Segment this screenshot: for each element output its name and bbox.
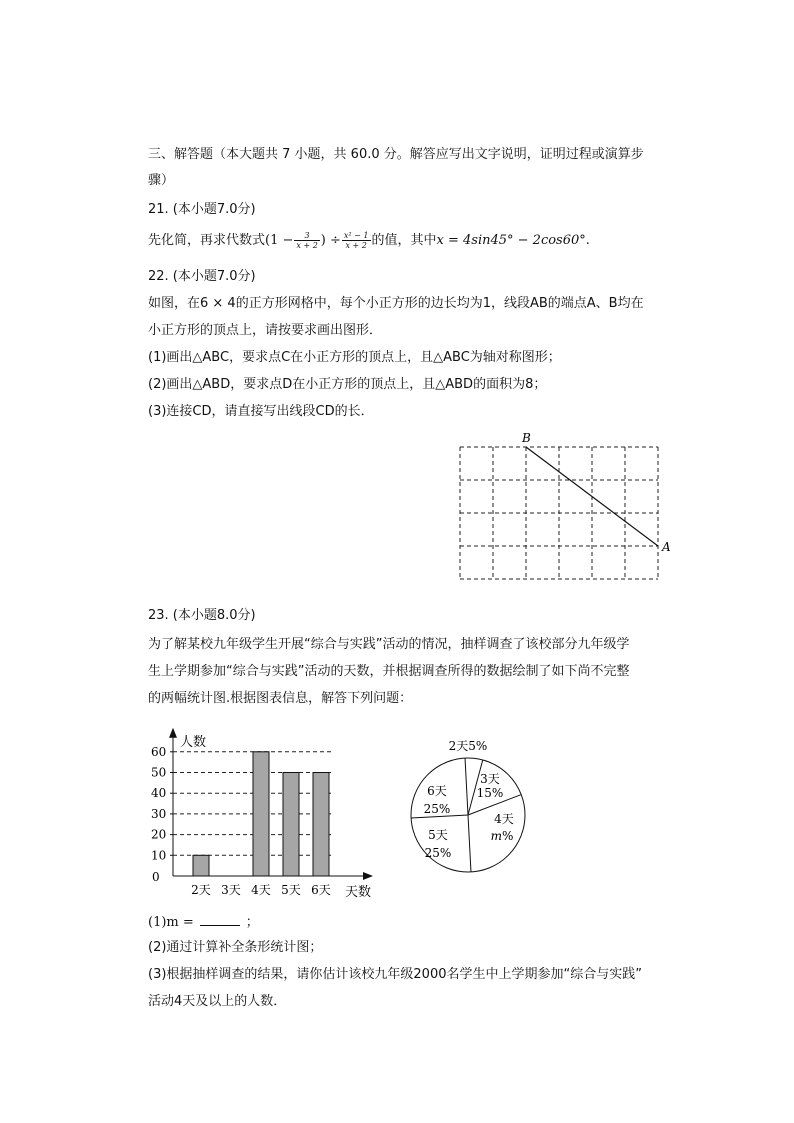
bar-2天 (193, 855, 209, 876)
pie-value-4天: m% (490, 829, 514, 843)
pie-label-4天: 4天 (494, 812, 514, 826)
q21-frac2-den: x + 2 (345, 241, 367, 250)
section-heading-line2: 骤） (148, 173, 175, 188)
y-tick-label: 0 (152, 870, 160, 884)
pie-value-6天: 25% (423, 802, 451, 816)
q21-frac2-num: x² − 1 (343, 231, 369, 240)
q21-text-end: . (585, 233, 590, 248)
bar-chart (140, 712, 385, 902)
q21-text-mid: 的值，其中 (371, 233, 437, 248)
y-axis-arrow (169, 728, 177, 738)
x-tick-label: 3天 (221, 883, 241, 897)
pie-label-5天: 5天 (428, 828, 448, 842)
answer-blank[interactable] (200, 913, 240, 926)
pie-chart (400, 725, 545, 880)
label-a: A (662, 540, 671, 554)
q23-item2: (2)通过计算补全条形统计图； (148, 940, 323, 955)
q23-line1: 为了解某校九年级学生开展“综合与实践”活动的情况，抽样调查了该校部分九年级学 (148, 637, 630, 652)
q22-header: 22. (本小题7.0分) (148, 269, 256, 284)
q21-header: 21. (本小题7.0分) (148, 202, 256, 217)
q22-item2: (2)画出△ABD，要求点D在小正方形的顶点上，且△ABD的面积为8； (148, 377, 547, 392)
q21-expr-open: (1 − (265, 233, 294, 248)
x-axis-label: 天数 (345, 885, 372, 900)
pie-label-2-days: 2天5% (448, 739, 488, 753)
q23-line2: 生上学期参加“综合与实践”活动的天数，并根据调查所得的数据绘制了如下尚不完整 (148, 664, 630, 679)
y-tick-label: 10 (151, 848, 167, 863)
q23-item1-suffix: ； (245, 915, 259, 930)
x-tick-label: 2天 (191, 883, 211, 897)
x-tick-label: 4天 (251, 883, 271, 897)
q23-item3a: (3)根据抽样调查的结果，请你估计该校九年级2000名学生中上学期参加“综合与实践” (148, 967, 642, 982)
bar-6天 (313, 773, 329, 877)
q21-body (148, 230, 590, 252)
q21-fraction-1 (294, 231, 319, 250)
q21-condition: x = 4sin45° − 2cos60° (436, 233, 586, 248)
grid-lines (460, 447, 658, 579)
x-tick-label: 5天 (281, 883, 301, 897)
q22-item3: (3)连接CD，请直接写出线段CD的长． (148, 404, 374, 419)
q23-header: 23. (本小题8.0分) (148, 608, 256, 623)
q23-item1 (148, 913, 259, 932)
pie-label-3天: 3天 (480, 772, 500, 786)
section-heading-line1: 三、解答题（本大题共 7 小题，共 60.0 分。解答应写出文字说明，证明过程或演算步 (148, 147, 644, 162)
bar-4天 (253, 752, 269, 876)
pie-label-6天: 6天 (427, 784, 447, 798)
pie-value-3天: 15% (476, 786, 504, 800)
q23-item1-prefix: (1)m = (148, 915, 194, 930)
q22-line1: 如图，在6 × 4的正方形网格中，每个小正方形的边长均为1，线段AB的端点A、B均在 (148, 296, 644, 311)
label-b: B (522, 431, 531, 445)
y-tick-label: 30 (151, 806, 167, 821)
q22-item1: (1)画出△ABC，要求点C在小正方形的顶点上，且△ABC为轴对称图形； (148, 350, 561, 365)
q21-frac1-den: x + 2 (296, 241, 318, 250)
q21-text-prefix: 先化简，再求代数式 (148, 233, 266, 248)
q21-fraction-2 (342, 231, 371, 250)
x-axis-arrow (363, 872, 373, 880)
pie-value-5天: 25% (424, 846, 452, 860)
q22-grid-figure (450, 428, 680, 583)
q21-frac1-num: 3 (294, 231, 319, 241)
x-tick-label: 6天 (311, 883, 331, 897)
q23-line3: 的两幅统计图.根据图表信息，解答下列问题： (148, 691, 413, 706)
q22-line2: 小正方形的顶点上，请按要求画出图形． (148, 323, 383, 338)
q21-expr-close: ) ÷ (320, 233, 341, 248)
y-axis-label: 人数 (180, 734, 207, 750)
y-tick-label: 40 (151, 786, 167, 801)
y-tick-label: 60 (151, 744, 167, 759)
y-tick-label: 50 (151, 765, 167, 780)
q23-item3b: 活动4天及以上的人数． (148, 994, 287, 1009)
bar-5天 (283, 773, 299, 877)
y-tick-label: 20 (151, 827, 167, 842)
